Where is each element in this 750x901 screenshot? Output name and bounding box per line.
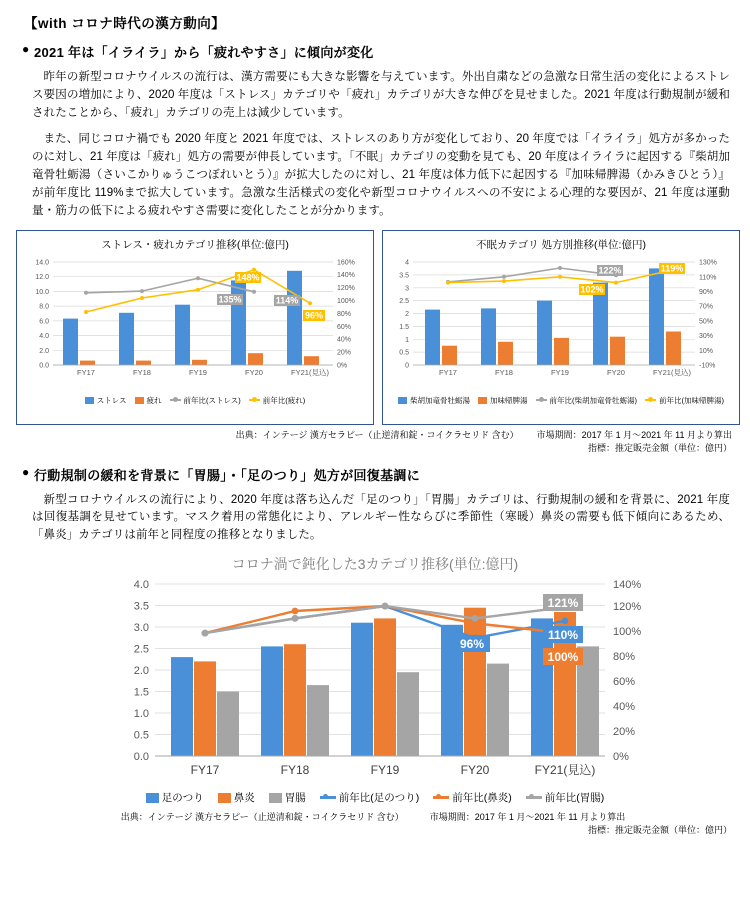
svg-text:FY21(見込): FY21(見込) [291, 367, 329, 377]
label-121-big [543, 594, 583, 611]
bullet-icon: ● [22, 464, 30, 479]
svg-text:2.0: 2.0 [133, 665, 149, 678]
svg-text:20%: 20% [337, 349, 352, 357]
svg-text:100%: 100% [613, 626, 642, 639]
svg-text:140%: 140% [337, 271, 355, 279]
svg-text:110%: 110% [547, 628, 579, 643]
chart-stress-fatigue [16, 230, 374, 425]
chart-three-category-plot [45, 576, 705, 786]
chart-three-category-legend [45, 790, 705, 805]
svg-text:14.0: 14.0 [35, 259, 49, 266]
svg-text:1.5: 1.5 [399, 323, 409, 331]
svg-text:50%: 50% [699, 317, 714, 325]
line-stress-yoy [86, 278, 254, 293]
svg-text:1.5: 1.5 [133, 686, 149, 699]
svg-text:3.5: 3.5 [399, 271, 409, 279]
svg-text:1.0: 1.0 [133, 708, 149, 721]
svg-text:0.5: 0.5 [399, 349, 409, 357]
svg-text:102%: 102% [580, 284, 604, 294]
chart-three-category-svg [45, 576, 705, 786]
svg-text:8.0: 8.0 [39, 303, 49, 311]
svg-text:114%: 114% [275, 295, 299, 305]
svg-text:60%: 60% [337, 323, 352, 331]
svg-text:40%: 40% [613, 701, 636, 714]
chart-stress-fatigue-legend [21, 395, 369, 406]
chart-three-category-title: コロナ渦で鈍化した3カテゴリ推移(単位:億円) [231, 556, 519, 573]
svg-text:110%: 110% [699, 273, 717, 281]
chart-stress-fatigue-title: ストレス・疲れカテゴリ推移(単位:億円) [101, 238, 289, 251]
svg-text:2: 2 [405, 310, 409, 318]
legend-item: 前年比(胃腸) [526, 790, 605, 805]
section-heading-2 [22, 465, 736, 484]
legend-item: 疲れ [135, 395, 162, 406]
bars-stress [63, 270, 302, 364]
source-1-line2: 指標：推定販売金額（単位：億円） [587, 442, 732, 453]
svg-text:10.0: 10.0 [35, 288, 49, 296]
section-1-paragraph-1: 昨年の新型コロナウイルスの流行は、漢方需要にも大きな影響を与えています。外出自粛などの急激な日常生活の変化によるストレス要因の増加により、2020 年度は「ストレス」カテゴリや「疲れ」カテゴリが大きな伸びを見せました。2021 年度は行動規制が緩和されたことから、「疲れ」カテゴリの売上は減少しています。 [32, 71, 730, 119]
svg-text:160%: 160% [337, 258, 355, 266]
svg-text:4: 4 [405, 259, 409, 266]
chart-insomnia-svg [387, 254, 735, 394]
label-96-big [454, 635, 490, 652]
svg-text:3.5: 3.5 [133, 600, 149, 613]
svg-text:96%: 96% [304, 310, 324, 320]
bars-kamikihito [442, 331, 681, 365]
svg-text:90%: 90% [699, 288, 714, 296]
legend-item: 柴胡加竜骨牡蛎湯 [398, 395, 470, 406]
section-heading-2-text: 行動規制の緩和を背景に「胃腸」・「足のつり」処方が回復基調に [34, 467, 421, 483]
legend-item: 足のつり [146, 790, 204, 805]
svg-text:100%: 100% [337, 297, 355, 305]
svg-text:0%: 0% [613, 751, 629, 764]
svg-text:119%: 119% [660, 263, 684, 273]
svg-text:FY17: FY17 [190, 763, 220, 778]
svg-text:FY20: FY20 [460, 763, 490, 778]
svg-text:12.0: 12.0 [35, 273, 49, 281]
svg-text:FY18: FY18 [495, 367, 513, 377]
svg-text:80%: 80% [613, 651, 636, 664]
svg-text:60%: 60% [613, 676, 636, 689]
source-2-right: 市場期間：2017 年 1 月～2021 年 11 月より算出 [429, 812, 626, 823]
svg-text:FY17: FY17 [77, 367, 95, 377]
svg-text:FY21(見込): FY21(見込) [534, 763, 596, 778]
chart-three-category [45, 554, 705, 805]
label-122 [597, 265, 623, 276]
legend-item: 前年比(ストレス) [170, 395, 241, 406]
legend-item: 鼻炎 [218, 790, 255, 805]
svg-text:4.0: 4.0 [39, 332, 49, 340]
chart-insomnia [382, 230, 740, 425]
chart-insomnia-plot [387, 254, 735, 394]
label-135 [217, 294, 243, 305]
chart-insomnia-title: 不眠カテゴリ 処方別推移(単位:億円) [476, 238, 646, 251]
legend-item: 前年比(疲れ) [249, 395, 306, 406]
svg-text:120%: 120% [613, 601, 642, 614]
svg-text:2.5: 2.5 [133, 643, 149, 656]
svg-text:0: 0 [405, 362, 409, 369]
bars-fatigue [80, 353, 319, 365]
svg-text:96%: 96% [459, 637, 485, 652]
svg-text:80%: 80% [337, 310, 352, 318]
chart-stress-fatigue-svg [21, 254, 369, 394]
chart-stress-fatigue-plot [21, 254, 369, 394]
chart-row [16, 230, 734, 425]
source-1-left: 出典：インテージ 漢方セラピー（止逆清和錠・コイクラセリド 含む） [235, 429, 519, 440]
svg-text:40%: 40% [337, 336, 352, 344]
label-96 [303, 310, 325, 321]
svg-text:0.5: 0.5 [133, 729, 149, 742]
label-100-big [543, 648, 583, 665]
svg-text:121%: 121% [547, 596, 579, 611]
label-110-big [543, 626, 583, 643]
label-119 [659, 263, 685, 274]
svg-text:30%: 30% [699, 332, 714, 340]
svg-text:135%: 135% [218, 294, 242, 304]
svg-text:140%: 140% [613, 579, 642, 592]
source-1-right: 市場期間：2017 年 1 月～2021 年 11 月より算出 [536, 429, 732, 440]
svg-text:2.0: 2.0 [39, 347, 49, 355]
svg-text:-10%: -10% [699, 362, 716, 369]
section-1-paragraph-2: また、同じコロナ禍でも 2020 年度と 2021 年度では、ストレスのあり方が変化しており、20 年度では「イライラ」処方が多かったのに対し、21 年度は「疲れ」処方の需要が伸長しています。「不眠」カテゴリの変動を見ても、20 年度はイライラに起因する『柴胡加竜骨牡蛎湯（さいこかりゅうこつぼれいとう）』が拡大したのに対し、21 年度は体力低下に起因する『加味帰脾湯（かみきひとう）』が前年度比 119%まで拡大しています。急激な生活様式の変化や新型コロナウイルスへの不安による心理的な要因が、21 年度は運動量・筋力の低下による疲れやすさ需要に変化したことが分かります。 [32, 133, 730, 217]
section-2-paragraph-1: 新型コロナウイルスの流行により、2020 年度は落ち込んだ「足のつり」「胃腸」カテゴリは、行動規制の緩和を背景に、2021 年度は回復基調を見せています。マスク着用の常態化により、アレルギー性ならびに季節性（寒暖）鼻炎の需要も低下傾向にあるため、「鼻炎」カテゴリは前年と同程度の推移となりました。 [32, 493, 730, 542]
svg-text:4.0: 4.0 [133, 579, 149, 592]
legend-item: 胃腸 [269, 790, 306, 805]
legend-item: 前年比(柴胡加竜骨牡蛎湯) [536, 395, 638, 406]
svg-text:20%: 20% [613, 726, 636, 739]
legend-item: ストレス [85, 395, 127, 406]
svg-text:70%: 70% [699, 303, 714, 311]
svg-text:1: 1 [405, 336, 409, 344]
svg-text:0.0: 0.0 [39, 362, 49, 369]
svg-text:120%: 120% [337, 284, 355, 292]
svg-text:FY20: FY20 [245, 367, 263, 377]
svg-text:3.0: 3.0 [133, 622, 149, 635]
svg-text:FY21(見込): FY21(見込) [653, 367, 691, 377]
bullet-icon: ● [22, 42, 30, 56]
svg-text:FY18: FY18 [133, 367, 151, 377]
svg-text:10%: 10% [699, 347, 714, 355]
page-title: 【with コロナ時代の漢方動向】 [24, 16, 226, 31]
svg-text:0%: 0% [337, 362, 348, 369]
source-2-left: 出典：インテージ 漢方セラピー（止逆清和錠・コイクラセリド 含む） [120, 812, 404, 823]
svg-text:FY20: FY20 [607, 367, 625, 377]
legend-item: 前年比(鼻炎) [433, 790, 512, 805]
label-114 [274, 295, 300, 306]
svg-text:0.0: 0.0 [133, 751, 149, 764]
svg-text:6.0: 6.0 [39, 317, 49, 325]
source-note-2 [14, 811, 732, 837]
svg-text:FY19: FY19 [189, 367, 207, 377]
section-heading-1-text: 2021 年は「イライラ」から「疲れやすさ」に傾向が変化 [34, 45, 374, 60]
chart-insomnia-legend [387, 395, 735, 406]
svg-text:FY19: FY19 [551, 367, 569, 377]
svg-text:2.5: 2.5 [399, 297, 409, 305]
section-heading-1 [22, 42, 736, 61]
svg-text:148%: 148% [236, 272, 260, 282]
source-note-1 [14, 429, 732, 455]
svg-text:100%: 100% [547, 650, 579, 665]
label-148 [235, 272, 261, 283]
svg-text:130%: 130% [699, 259, 717, 267]
legend-item: 前年比(加味帰脾湯) [645, 395, 724, 406]
source-2-line2: 指標：推定販売金額（単位：億円） [587, 825, 732, 836]
legend-item: 加味帰脾湯 [478, 395, 528, 406]
svg-text:FY17: FY17 [439, 367, 457, 377]
svg-text:FY19: FY19 [370, 763, 400, 778]
legend-item: 前年比(足のつり) [320, 790, 420, 805]
svg-text:3: 3 [405, 284, 409, 292]
svg-text:122%: 122% [598, 265, 622, 275]
svg-text:FY18: FY18 [280, 763, 310, 778]
label-102 [579, 284, 605, 295]
